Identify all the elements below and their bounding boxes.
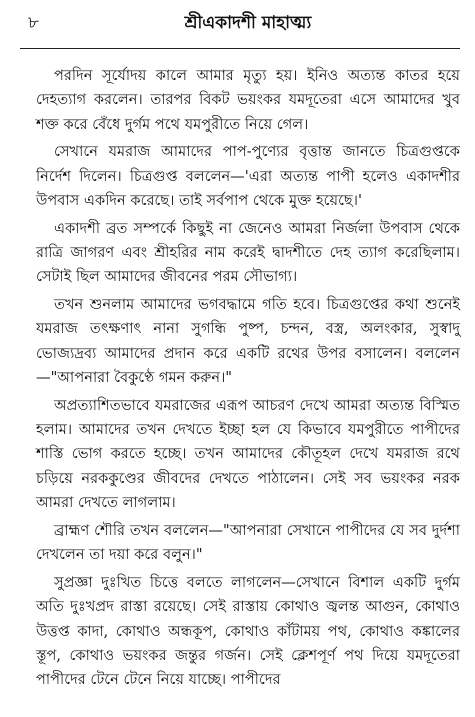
paragraph: সুপ্রজ্ঞা দুঃখিত চিত্তে বলতে লাগলেন—সেখানে বিশাল একটি দুর্গম অতি দুঃখপ্রদ রাস্তা রয়েছে। সেই রাস্তায় কোথাও জ্বলন্ত আগুন, কোথাও উত্তপ্ত কাদা, কোথাও অন্ধকূপ, কোথাও কাঁটাময় পথ, কোথাও কঙ্কালের স্তূপ, কোথাও ভয়ংকর জন্তুর গর্জন। সেই ক্লেশপূর্ণ পথ দিয়ে যমদূতেরা পাপীদের টেনে টেনে নিয়ে যাচ্ছে। পাপীদের xyxy=(36,573,460,689)
paragraph: তখন শুনলাম আমাদের ভগবদ্ধামে গতি হবে। চিত্রগুপ্তের কথা শুনেই যমরাজ তৎক্ষণাৎ নানা সুগন্ধি পুষ্প, চন্দন, বস্ত্র, অলংকার, সুস্বাদু ভোজ্যদ্রব্য আমাদের প্রদান করে একটি রথের উপর বসালেন। বললেন—"আপনারা বৈকুণ্ঠে গমন করুন।" xyxy=(36,296,460,387)
header-divider xyxy=(20,48,460,49)
paragraph: অপ্রত্যাশিতভাবে যমরাজের এরূপ আচরণ দেখে আমরা অত্যন্ত বিস্মিত হলাম। আমাদের তখন দেখতে ইচ্ছা হল যে কিভাবে যমপুরীতে পাপীদের শাস্তি ভোগ করতে হচ্ছে। তখন আমাদের কৌতূহল দেখে যমরাজ রথে চড়িয়ে নরককুণ্ডের জীবদের দেখতে পাঠালেন। সেই সব ভয়ংকর নরক আমরা দেখতে লাগলাম। xyxy=(36,396,460,512)
running-title: শ্রীএকাদশী মাহাত্ম্য xyxy=(184,13,312,33)
page-number: ৮ xyxy=(28,13,40,33)
paragraph: ব্রাহ্মণ শৌরি তখন বললেন—"আপনারা সেখানে পাপীদের যে সব দুর্দশা দেখলেন তা দয়া করে বলুন।" xyxy=(36,521,460,564)
paragraph: একাদশী ব্রত সম্পর্কে কিছুই না জেনেও আমরা নির্জলা উপবাস থেকে রাত্রি জাগরণ এবং শ্রীহরির নাম করেই দ্বাদশীতে দেহ ত্যাগ করেছিলাম। সেটাই ছিল আমাদের জীবনের পরম সৌভাগ্য। xyxy=(36,219,460,286)
body-text xyxy=(36,64,460,696)
paragraph: পরদিন সূর্যোদয় কালে আমার মৃত্যু হয়। ইনিও অত্যন্ত কাতর হয়ে দেহত্যাগ করলেন। তারপর বিকট ভয়ংকর যমদূতেরা এসে আমাদের খুব শক্ত করে বেঁধে দুর্গম পথে যমপুরীতে নিয়ে গেল। xyxy=(36,67,460,133)
page-header xyxy=(28,8,468,44)
paragraph: সেখানে যমরাজ আমাদের পাপ-পুণ্যের বৃত্তান্ত জানতে চিত্রগুপ্তকে নির্দেশ দিলেন। চিত্রগুপ্ত বললেন—'এরা অত্যন্ত পাপী হলেও একাদশীর উপবাস একদিন করেছে। তাই সর্বপাপ থেকে মুক্ত হয়েছে।' xyxy=(36,143,460,209)
